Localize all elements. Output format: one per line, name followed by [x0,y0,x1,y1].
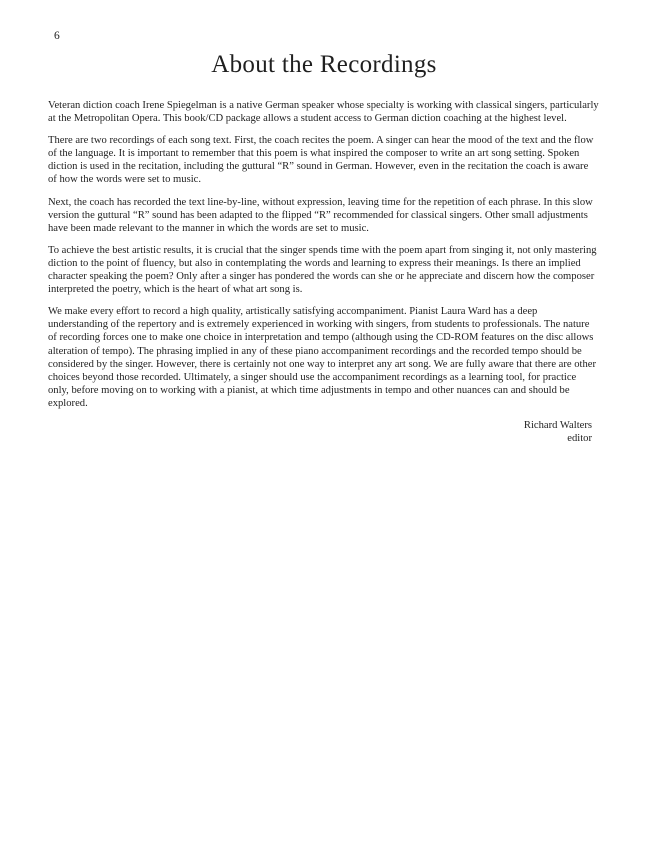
paragraph-accompaniment: We make every effort to record a high quality, artistically satisfying accompaniment. Pianist Laura Ward has a deep understanding of the repertory and is extremely experienced in working with singers, from students to professionals. The nature of recording forces one to make one choice in interpretation and tempo (although using the CD-ROM features on the disc allows alteration of tempo). The phrasing implied in any of these piano accompaniment recordings and the recorded tempo should be considered by the singer. However, there is certainly not one way to interpret any art song. We are fully aware that there are other choices beyond those recorded. Ultimately, a singer should use the accompaniment recordings as a learning tool, for practice only, before moving on to working with a pianist, at which time adjustments in tempo and other nuances can and should be explored. [48,306,597,409]
paragraph-line-by-line: Next, the coach has recorded the text line-by-line, without expression, leaving time for the repetition of each phrase. In this slow version the guttural “R” sound has been adapted to the flipped “R” recommended for classical singers. Other small adjustments have been made relevant to the manner in which the words are set to music. [48,196,593,234]
signature-block [48,419,599,445]
signature-role: editor [567,433,592,445]
body-text [48,99,599,445]
paragraph-two-recordings: There are two recordings of each song text. First, the coach recites the poem. A singer can hear the mood of the text and the flow of the language. It is important to remember that this poem is what inspired the composer to write an art song setting. Spoken diction is used in the recitation, including the guttural “R” sound in German. However, even in the recitation the coach is aware of how the words were set to music. [48,135,594,186]
paragraph-intro-coach: Veteran diction coach Irene Spiegelman is a native German speaker whose specialty is working with classical singers, particularly at the Metropolitan Opera. This book/CD package allows a student access to German diction coaching at the highest level. [48,100,599,125]
page-title: About the Recordings [211,51,437,78]
signature-name: Richard Walters [523,419,592,431]
page-number: 6 [54,30,60,42]
paragraph-artistic-results: To achieve the best artistic results, it is crucial that the singer spends time with the poem apart from singing it, not only mastering diction to the point of fluency, but also in contemplating the words and learning to express their meanings. Is there an implied character speaking the poem? Only after a singer has pondered the words can she or he appreciate and discern how the composer interpreted the poetry, which is the heart of what art song is. [48,244,597,296]
